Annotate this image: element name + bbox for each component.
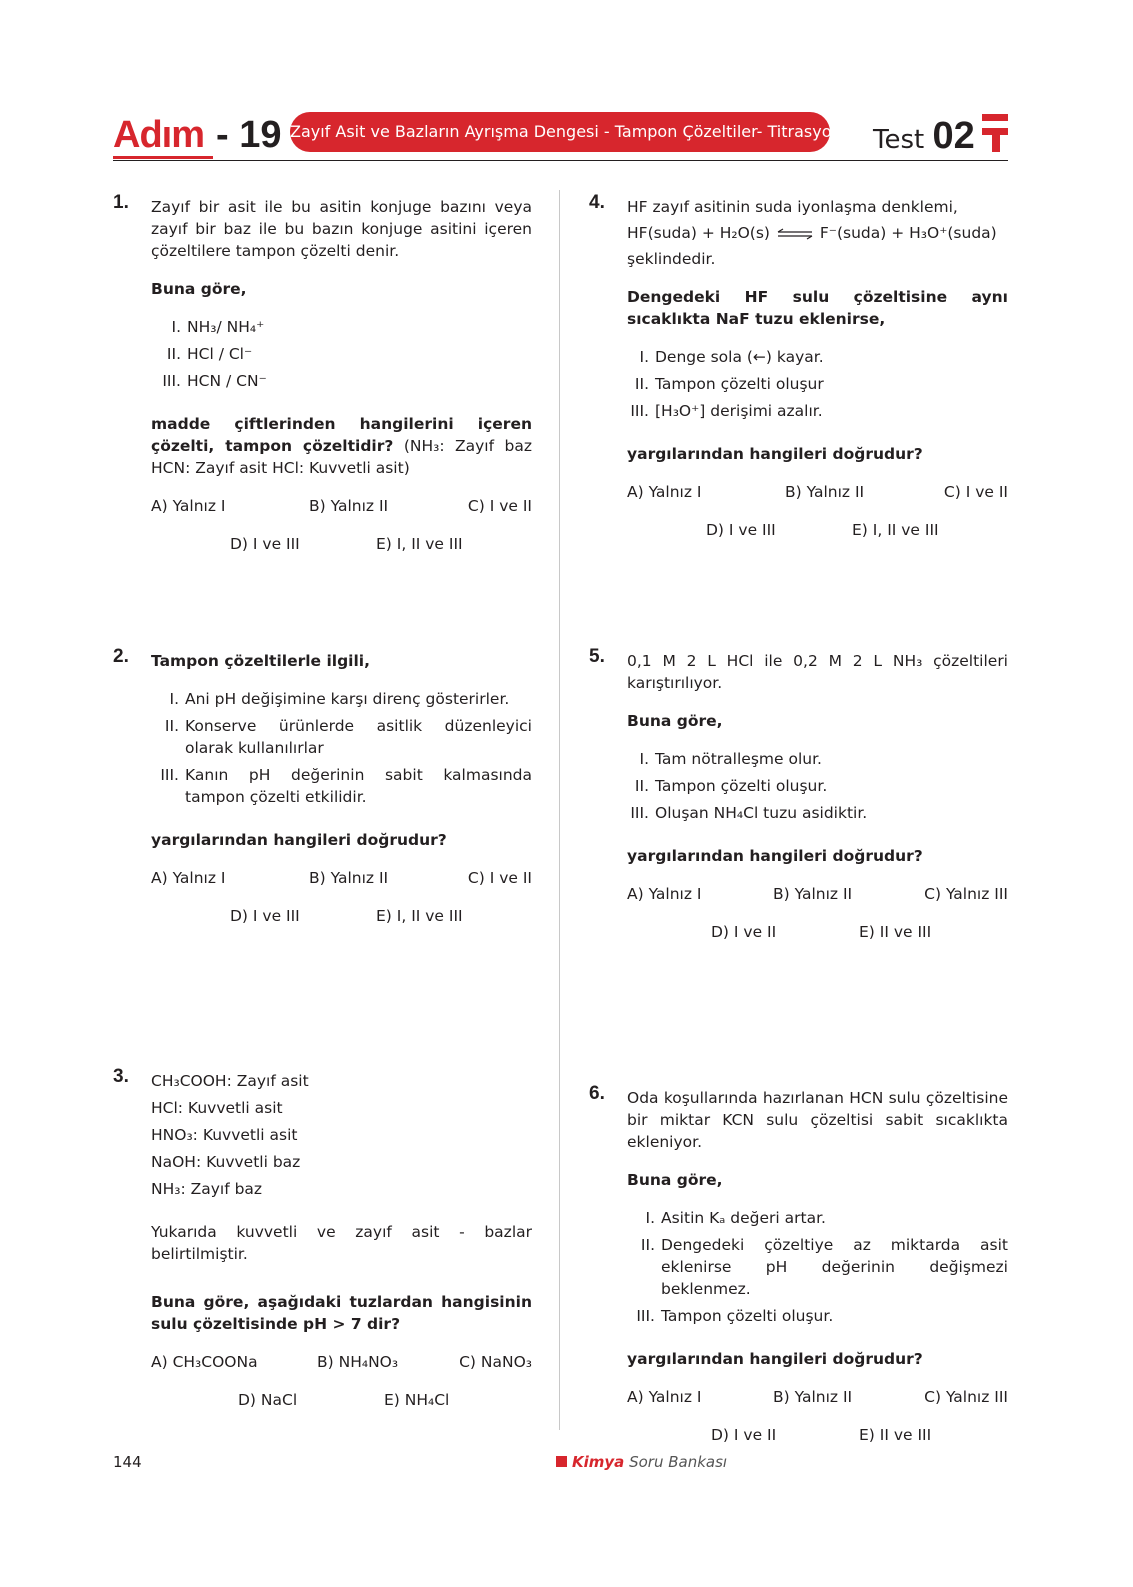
brand-logo: Adım <box>113 114 204 156</box>
option-c[interactable]: C) I ve II <box>943 483 1008 501</box>
option-a[interactable]: A) CH₃COONa <box>151 1353 258 1371</box>
answer-options <box>151 867 532 905</box>
option-d[interactable]: D) I ve III <box>230 907 300 925</box>
compound-item: CH₃COOH: Zayıf asit <box>151 1072 309 1090</box>
question-prompt: yargılarından hangileri doğrudur? <box>151 831 447 849</box>
equation-products: F⁻(suda) + H₃O⁺(suda) <box>819 224 997 242</box>
statement-item: II. Dengedeki çözeltiye az miktarda asit eklenirse pH değerinin değişmezi beklenmez. <box>640 1236 1008 1298</box>
test-word: Test <box>873 125 925 155</box>
option-b[interactable]: B) Yalnız II <box>773 885 853 903</box>
compound-item: HNO₃: Kuvvetli asit <box>151 1126 298 1144</box>
statement-item: I. Tam nötralleşme olur. <box>639 750 822 768</box>
option-c[interactable]: C) Yalnız III <box>924 1388 1008 1406</box>
compound-item: NH₃: Zayıf baz <box>151 1180 263 1198</box>
statement-item: I. Denge sola (←) kayar. <box>639 348 824 366</box>
question-number: 6. <box>589 1083 605 1104</box>
option-e[interactable]: E) II ve III <box>859 923 932 941</box>
option-e[interactable]: E) NH₄Cl <box>384 1391 450 1409</box>
option-c[interactable]: C) I ve II <box>467 497 532 515</box>
square-bullet-icon <box>556 1456 567 1467</box>
question-number: 4. <box>589 192 605 213</box>
answer-options-row-2 <box>151 533 532 571</box>
equation-reactants: HF(suda) + H₂O(s) <box>627 224 770 242</box>
question-prompt: madde çiftlerinden hangilerini içeren çözelti, tampon çözeltidir? (NH₃: Zayıf baz HCN: Zayıf asit HCl: Kuvvetli asit) <box>151 415 532 477</box>
question-number: 2. <box>113 646 129 667</box>
option-e[interactable]: E) I, II ve III <box>852 521 939 539</box>
statement-item: I. NH₃/ NH₄⁺ <box>171 318 265 336</box>
question-stem: Zayıf bir asit ile bu asitin konjuge bazını veya zayıf bir baz ile bu bazın konjuge asitini içeren çözeltilere tampon çözelti denir. <box>151 198 532 260</box>
compound-item: HCl: Kuvvetli asit <box>151 1099 283 1117</box>
option-b[interactable]: B) Yalnız II <box>309 497 389 515</box>
question-lead: Buna göre, <box>627 1171 723 1189</box>
question-number: 3. <box>113 1066 129 1087</box>
option-d[interactable]: D) I ve III <box>230 535 300 553</box>
answer-options <box>151 495 532 533</box>
statement-list <box>151 688 532 808</box>
question-stem: 0,1 M 2 L HCl ile 0,2 M 2 L NH₃ çözeltileri karıştırılıyor. <box>627 652 1008 692</box>
option-e[interactable]: E) I, II ve III <box>376 535 463 553</box>
option-a[interactable]: A) Yalnız I <box>627 483 702 501</box>
option-d[interactable]: D) I ve II <box>711 1426 777 1444</box>
statement-item: I. Asitin Kₐ değeri artar. <box>645 1209 826 1227</box>
statement-item: II. HCl / Cl⁻ <box>166 345 253 363</box>
option-b[interactable]: B) Yalnız II <box>785 483 865 501</box>
option-c[interactable]: C) I ve II <box>467 869 532 887</box>
statement-item: II. Tampon çözelti oluşur. <box>634 777 828 795</box>
option-e[interactable]: E) II ve III <box>859 1426 932 1444</box>
option-a[interactable]: A) Yalnız I <box>627 1388 702 1406</box>
test-label <box>873 114 975 162</box>
compound-list <box>151 1070 532 1200</box>
compound-item: NaOH: Kuvvetli baz <box>151 1153 301 1171</box>
question-prompt: yargılarından hangileri doğrudur? <box>627 847 923 865</box>
header-accent-rule <box>113 156 213 159</box>
option-b[interactable]: B) Yalnız II <box>773 1388 853 1406</box>
answer-options <box>627 481 1008 519</box>
option-d[interactable]: D) NaCl <box>238 1391 298 1409</box>
option-e[interactable]: E) I, II ve III <box>376 907 463 925</box>
option-b[interactable]: B) Yalnız II <box>309 869 389 887</box>
question-lead: Buna göre, <box>627 712 723 730</box>
header-rule <box>113 160 1008 161</box>
option-b[interactable]: B) NH₄NO₃ <box>317 1353 399 1371</box>
statement-item: III. Kanın pH değerinin sabit kalmasında tampon çözelti etkilidir. <box>160 766 532 806</box>
answer-options-row-2 <box>627 519 1008 557</box>
unit-number: - 19 <box>216 114 282 156</box>
answer-options <box>151 1351 532 1389</box>
statement-item: III. HCN / CN⁻ <box>162 372 267 390</box>
statement-item: III. Tampon çözelti oluşur. <box>636 1307 834 1325</box>
book-subject: Kimya <box>572 1453 625 1471</box>
option-d[interactable]: D) I ve II <box>711 923 777 941</box>
statement-list <box>627 748 1008 824</box>
question-stem: HF zayıf asitinin suda iyonlaşma denklemi, <box>627 198 958 216</box>
statement-item: III. Oluşan NH₄Cl tuzu asidiktir. <box>630 804 868 822</box>
question-6 <box>589 1083 1008 1462</box>
question-number: 5. <box>589 646 605 667</box>
statement-item: I. Ani pH değişimine karşı direnç gösterirler. <box>169 690 510 708</box>
option-c[interactable]: C) NaNO₃ <box>459 1353 532 1371</box>
question-lead: Tampon çözeltilerle ilgili, <box>151 652 371 670</box>
question-condition: Dengedeki HF sulu çözeltisine aynı sıcaklıkta NaF tuzu eklenirse, <box>627 288 1008 328</box>
option-a[interactable]: A) Yalnız I <box>627 885 702 903</box>
question-number: 1. <box>113 192 129 213</box>
book-title <box>556 1453 727 1471</box>
question-3 <box>113 1066 532 1427</box>
reaction-equation <box>627 222 1008 244</box>
question-lead: Buna göre, <box>151 280 247 298</box>
answer-options-row-2 <box>151 905 532 943</box>
answer-options <box>627 883 1008 921</box>
answer-options-row-2 <box>627 921 1008 959</box>
question-stem: Oda koşullarında hazırlanan HCN sulu çözeltisine bir miktar KCN sulu çözeltisi sabit sıcaklıkta ekleniyor. <box>627 1089 1008 1151</box>
page-number: 144 <box>113 1453 142 1471</box>
option-a[interactable]: A) Yalnız I <box>151 869 226 887</box>
statement-list <box>627 1207 1008 1327</box>
question-prompt: yargılarından hangileri doğrudur? <box>627 445 923 463</box>
question-4 <box>589 192 1008 557</box>
topic-banner: Zayıf Asit ve Bazların Ayrışma Dengesi - Tampon Çözeltiler- Titrasyon <box>290 112 830 152</box>
option-c[interactable]: C) Yalnız III <box>924 885 1008 903</box>
brand-mark-icon <box>982 114 1008 156</box>
statement-item: II. Konserve ürünlerde asitlik düzenleyici olarak kullanılırlar <box>164 717 532 757</box>
statement-item: II. Tampon çözelti oluşur <box>634 375 824 393</box>
statement-item: III. [H₃O⁺] derişimi azalır. <box>630 402 823 420</box>
answer-options-row-2 <box>151 1389 532 1427</box>
question-prompt: Buna göre, aşağıdaki tuzlardan hangisinin sulu çözeltisinde pH > 7 dir? <box>151 1293 532 1333</box>
question-5 <box>589 646 1008 959</box>
statement-list <box>627 346 1008 422</box>
question-1 <box>113 192 532 571</box>
book-name: Soru Bankası <box>629 1453 728 1471</box>
statement-list <box>151 316 532 392</box>
option-d[interactable]: D) I ve III <box>706 521 776 539</box>
option-a[interactable]: A) Yalnız I <box>151 497 226 515</box>
question-stem-end: şeklindedir. <box>627 250 716 268</box>
question-prompt: yargılarından hangileri doğrudur? <box>627 1350 923 1368</box>
question-stem: Yukarıda kuvvetli ve zayıf asit - bazlar belirtilmiştir. <box>151 1223 532 1263</box>
test-number: 02 <box>932 115 975 157</box>
question-2 <box>113 646 532 943</box>
answer-options <box>627 1386 1008 1424</box>
column-divider <box>559 190 560 1430</box>
equilibrium-arrow-icon <box>775 228 815 240</box>
